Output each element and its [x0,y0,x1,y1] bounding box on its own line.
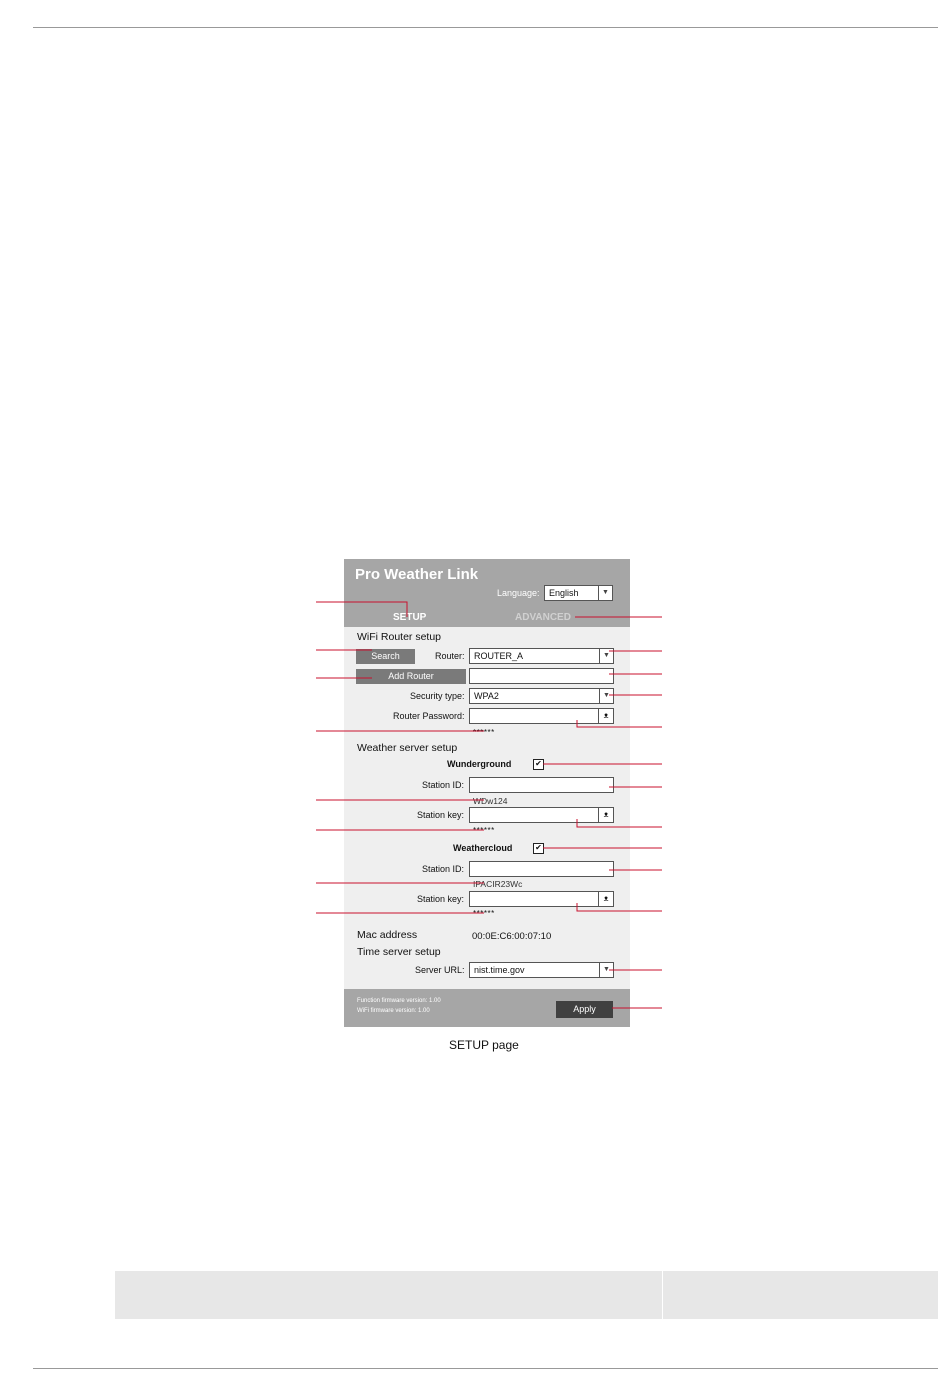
time-section-title: Time server setup [357,946,441,958]
wunderground-label: Wunderground [447,759,512,769]
language-value: English [549,588,579,598]
tab-advanced[interactable]: ADVANCED [515,612,571,623]
eye-hidden-icon[interactable]: ᴥ [598,892,613,906]
wunderground-station-id-hint: WDw124 [473,796,508,806]
wunderground-station-key-mask: ****** [473,826,495,835]
checkmark-icon: ✔ [535,843,542,852]
weather-section-title: Weather server setup [357,742,458,754]
figure-caption: SETUP page [449,1038,519,1052]
function-firmware-version: Function firmware version: 1.00 [357,998,441,1004]
server-url-label: Server URL: [415,965,465,975]
eye-hidden-icon[interactable]: ᴥ [598,808,613,822]
footer-table [115,1271,938,1319]
apply-button[interactable]: Apply [556,1001,613,1018]
wunderground-station-id-label: Station ID: [422,780,465,790]
language-label: Language: [497,588,540,598]
mac-address-label: Mac address [357,929,418,941]
chevron-down-icon: ▼ [599,689,613,703]
chevron-down-icon: ▼ [599,649,613,663]
wifi-firmware-version: WiFi firmware version: 1.00 [357,1008,430,1014]
router-value: ROUTER_A [474,651,524,661]
add-router-button[interactable]: Add Router [356,669,466,684]
callout-line [577,720,662,727]
router-password-mask: ****** [473,728,495,737]
server-url-value: nist.time.gov [474,965,525,975]
weathercloud-station-key-label: Station key: [417,894,465,904]
wifi-section-title: WiFi Router setup [357,631,442,643]
chevron-down-icon: ▼ [598,586,612,600]
mac-address-value: 00:0E:C6:00:07:10 [472,931,552,942]
weathercloud-station-id-label: Station ID: [422,864,465,874]
search-button[interactable]: Search [356,649,415,664]
callout-line [577,903,662,911]
weathercloud-label: Weathercloud [453,843,513,853]
security-type-label: Security type: [410,691,465,701]
chevron-down-icon: ▼ [599,963,613,977]
wunderground-station-key-label: Station key: [417,810,465,820]
tab-setup[interactable]: SETUP [393,612,427,623]
eye-hidden-icon[interactable]: ᴥ [598,709,613,723]
footer-table-divider [662,1271,663,1319]
weathercloud-station-id-hint: IPACIR23Wc [473,879,523,889]
app-title: Pro Weather Link [355,566,479,583]
callout-line [577,819,662,827]
router-password-label: Router Password: [393,711,465,721]
weathercloud-station-key-mask: ****** [473,909,495,918]
security-type-value: WPA2 [474,691,499,701]
router-label: Router: [435,651,465,661]
checkmark-icon: ✔ [535,759,542,768]
callout-line [316,602,407,617]
